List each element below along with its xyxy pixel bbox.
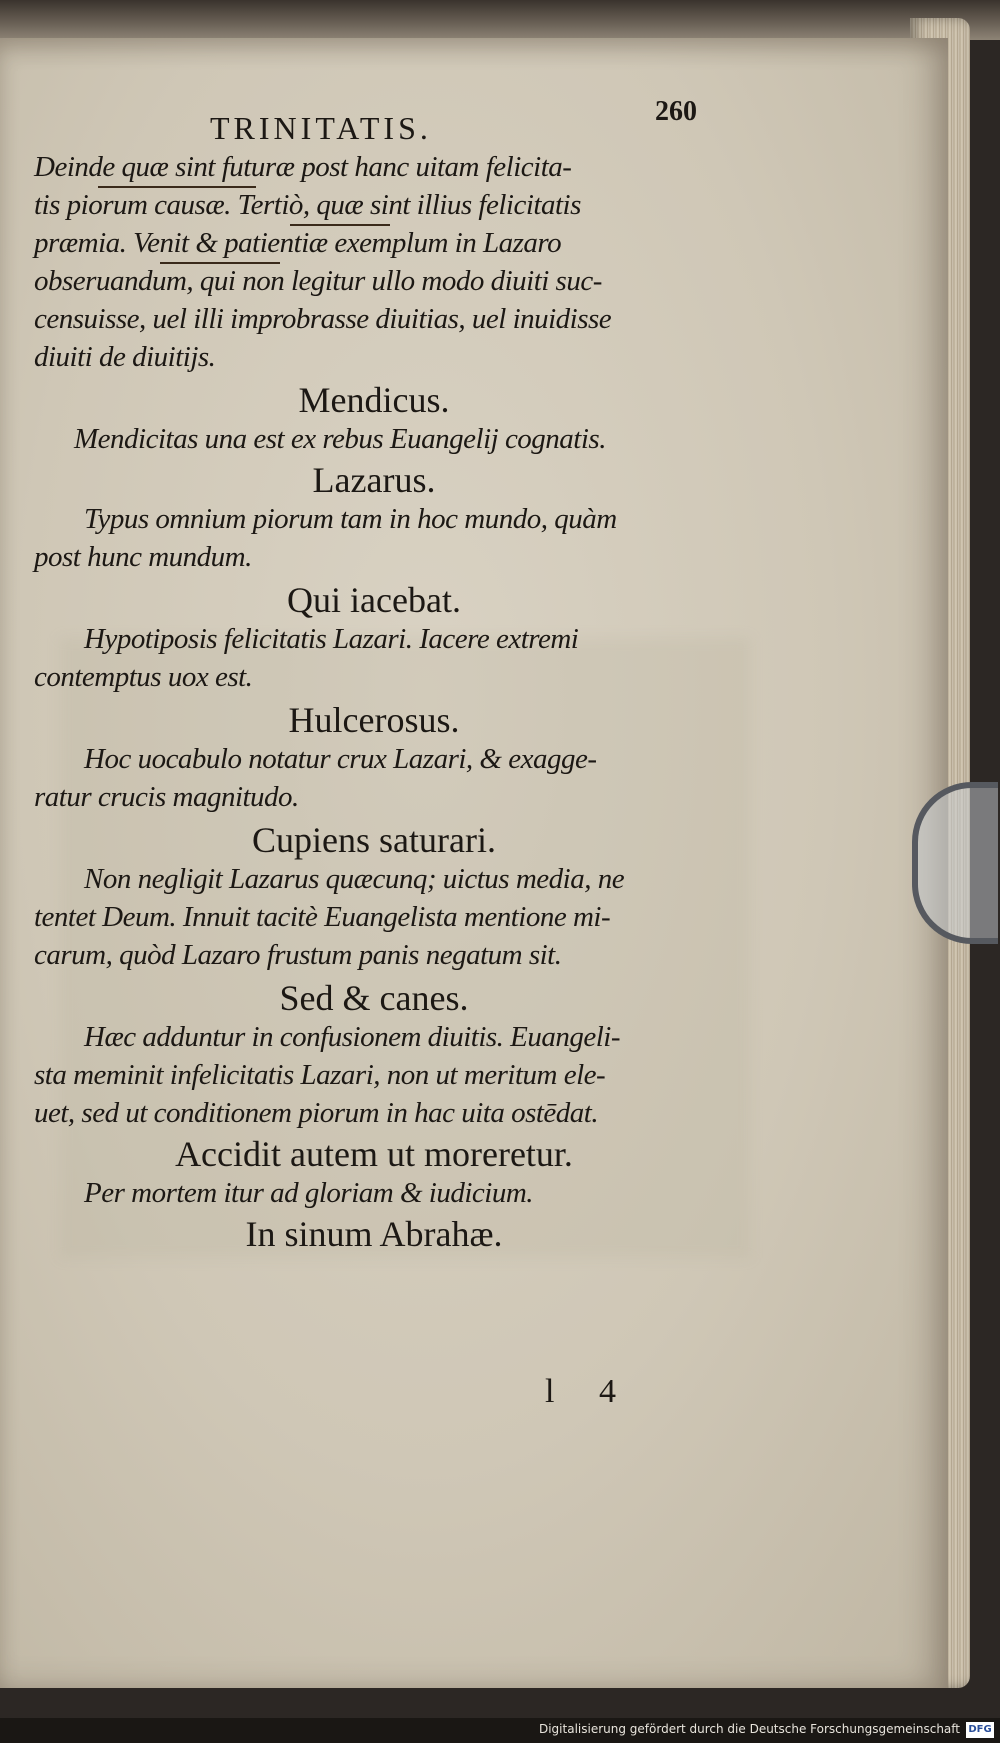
page-clip [912,782,998,944]
text-line: Deinde quæ sint futuræ post hanc uitam felicita- [34,151,572,183]
text-line: Typus omnium piorum tam in hoc mundo, quàm [84,503,617,535]
text-line: obseruandum, qui non legitur ullo modo diuiti suc- [34,265,602,297]
text-line: Hæc adduntur in confusionem diuitis. Euangeli- [84,1021,621,1053]
section-heading: Mendicus. [298,380,450,420]
section-heading: Cupiens saturari. [252,820,496,860]
text-line: censuisse, uel illi improbrasse diuitias, uel inuidisse [34,303,612,335]
book-page [0,38,948,1688]
text-line: post hunc mundum. [34,541,252,573]
section-heading: Sed & canes. [279,978,469,1018]
text-line: Hypotiposis felicitatis Lazari. Iacere extremi [84,623,579,655]
text-line: Per mortem itur ad gloriam & iudicium. [84,1177,534,1209]
signature-mark: l 4 [545,1373,634,1410]
text-line: carum, quòd Lazaro frustum panis negatum sit. [34,939,562,971]
text-line: tentet Deum. Innuit tacitè Euangelista mentione mi- [34,901,611,933]
text-line: Mendicitas una est ex rebus Euangelij cognatis. [74,423,606,455]
text-line: tis piorum causæ. Tertiò, quæ sint illius felicitatis [34,189,581,221]
text-line: sta meminit infelicitatis Lazari, non ut meritum ele- [34,1059,606,1091]
text-line: uet, sed ut conditionem piorum in hac uita ostēdat. [34,1097,599,1129]
ink-underline [290,224,390,226]
text-line: diuiti de diuitijs. [34,341,216,373]
ink-underline [98,186,256,188]
page-text [0,38,948,1688]
section-heading: In sinum Abrahæ. [245,1214,503,1254]
section-heading: Hulcerosus. [288,700,460,740]
text-line: ratur crucis magnitudo. [34,781,299,813]
section-heading: Accidit autem ut moreretur. [175,1134,573,1174]
page-number: 260 [655,96,697,127]
book-top-edge [0,0,1000,40]
text-line: contemptus uox est. [34,661,253,693]
text-line: præmia. Venit & patientiæ exemplum in Lazaro [34,227,562,259]
section-heading: Qui iacebat. [287,580,461,620]
section-heading: Lazarus. [312,460,436,500]
text-line: Non negligit Lazarus quæcunq; uictus media, ne [84,863,625,895]
dfg-logo: DFG [966,1722,994,1738]
text-line: Hoc uocabulo notatur crux Lazari, & exagge- [84,743,597,775]
running-head: TRINITATIS. [210,110,432,146]
ink-underline [160,262,280,264]
digitization-credit: Digitalisierung gefördert durch die Deutsche Forschungsgemeinschaft [538,1722,960,1736]
